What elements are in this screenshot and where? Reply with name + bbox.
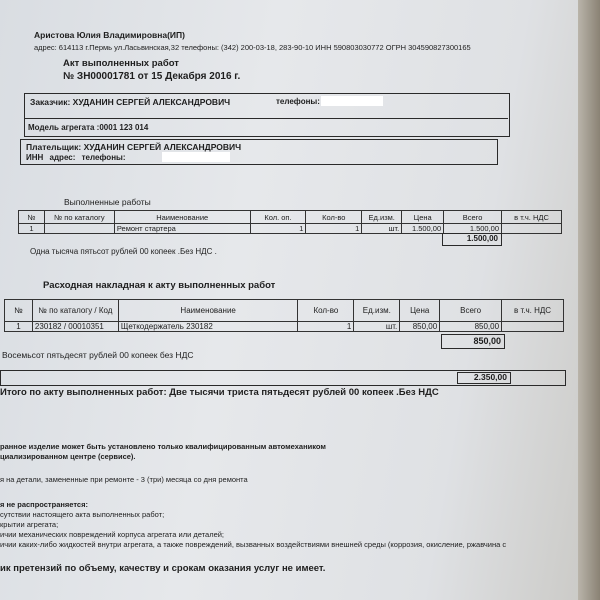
payer-inn-line: ИНН адрес: телефоны: (26, 153, 126, 162)
redacted-payer-phone (162, 152, 230, 162)
parts-cell-name: Щеткодержатель 230182 (118, 322, 298, 332)
note-item-3: ичии механических повреждений корпуса агрегата или деталей; (0, 530, 225, 539)
works-col-catalog: № по каталогу (44, 211, 114, 224)
works-cell-total: 1.500,00 (444, 224, 502, 234)
desk-edge (578, 0, 600, 600)
works-cell-vat (502, 224, 562, 234)
parts-section-title: Расходная накладная к акту выполненных работ (43, 280, 276, 291)
parts-header-row (5, 300, 564, 322)
works-col-num: № (19, 211, 45, 224)
note-install-2: циализированном центре (сервисе). (0, 452, 136, 461)
works-table (18, 210, 562, 234)
note-install-1: ранное изделие может быть установлено только квалифицированным автомехаником (0, 442, 326, 451)
customer-label: Заказчик: ХУДАНИН СЕРГЕЙ АЛЕКСАНДРОВИЧ (30, 97, 231, 107)
works-header-row (19, 211, 562, 224)
parts-table (4, 299, 564, 332)
works-col-qty: Кол-во (306, 211, 362, 224)
note-item-4: ичии каких-либо жидкостей внутри агрегата, а также повреждений, вызванных воздействиями внешней среды (коррозия, окисление, ржавчина с (0, 540, 507, 549)
works-in-words: Одна тысяча пятьсот рублей 00 копеек .Без НДС . (30, 247, 217, 256)
parts-total: 850,00 (473, 336, 501, 346)
payer-label: Плательщик: ХУДАНИН СЕРГЕЙ АЛЕКСАНДРОВИЧ (26, 142, 242, 152)
parts-cell-num: 1 (5, 322, 33, 332)
parts-cell-vat (502, 322, 564, 332)
redacted-phone (321, 96, 383, 106)
note-claims: ик претензий по объему, качеству и срокам оказания услуг не имеет. (0, 563, 326, 574)
parts-cell-qty: 1 (298, 322, 354, 332)
note-item-1: сутствии настоящего акта выполненных работ; (0, 510, 165, 519)
company-address: адрес: 614113 г.Пермь ул.Ласьвинская,32 телефоны: (342) 200-03-18, 283-90-10 ИНН 590803030772 ОГРН 304590827300165 (34, 43, 471, 52)
parts-col-vat: в т.ч. НДС (502, 300, 564, 322)
document-number: № ЗН00001781 от 15 Декабря 2016 г. (63, 71, 241, 82)
works-section-title: Выполненные работы (64, 197, 151, 207)
works-total: 1.500,00 (466, 234, 498, 243)
parts-cell-price: 850,00 (400, 322, 440, 332)
note-item-2: крытии агрегата; (0, 520, 59, 529)
works-cell-unit: шт. (362, 224, 402, 234)
works-cell-num: 1 (19, 224, 45, 234)
parts-col-price: Цена (400, 300, 440, 322)
note-warranty: я на детали, замененные при ремонте - 3 (три) месяца со дня ремонта (0, 475, 248, 484)
parts-col-total: Всего (440, 300, 502, 322)
parts-col-unit: Ед.изм. (354, 300, 400, 322)
parts-col-num: № (5, 300, 33, 322)
parts-cell-catalog: 230182 / 00010351 (32, 322, 118, 332)
parts-in-words: Восемьсот пятьдесят рублей 00 копеек без НДС (2, 350, 194, 360)
works-cell-qty: 1 (306, 224, 362, 234)
parts-col-qty: Кол-во (298, 300, 354, 322)
customer-phone-label: телефоны: (276, 97, 320, 106)
table-row (19, 224, 562, 234)
company-name: Аристова Юлия Владимировна(ИП) (34, 30, 185, 40)
works-col-vat: в т.ч. НДС (502, 211, 562, 224)
table-row (5, 322, 564, 332)
works-cell-catalog (44, 224, 114, 234)
model-divider (24, 118, 508, 119)
works-cell-name: Ремонт стартера (114, 224, 250, 234)
parts-cell-unit: шт. (354, 322, 400, 332)
parts-col-catalog: № по каталогу / Код (32, 300, 118, 322)
works-col-unit: Ед.изм. (362, 211, 402, 224)
works-cell-price: 1.500,00 (402, 224, 444, 234)
works-col-total: Всего (444, 211, 502, 224)
works-col-price: Цена (402, 211, 444, 224)
works-cell-ops: 1 (250, 224, 306, 234)
grand-total-text: Итого по акту выполненных работ: Две тысячи триста пятьдесят рублей 00 копеек .Без НДС (0, 387, 439, 398)
document-title: Акт выполненных работ (63, 58, 179, 69)
works-col-name: Наименование (114, 211, 250, 224)
parts-cell-total: 850,00 (440, 322, 502, 332)
works-col-ops: Кол. оп. (250, 211, 306, 224)
parts-col-name: Наименование (118, 300, 298, 322)
note-not-covered-title: я не распространяется: (0, 500, 88, 509)
model-label: Модель агрегата :0001 123 014 (28, 123, 149, 132)
grand-total-amount: 2.350,00 (473, 372, 507, 382)
